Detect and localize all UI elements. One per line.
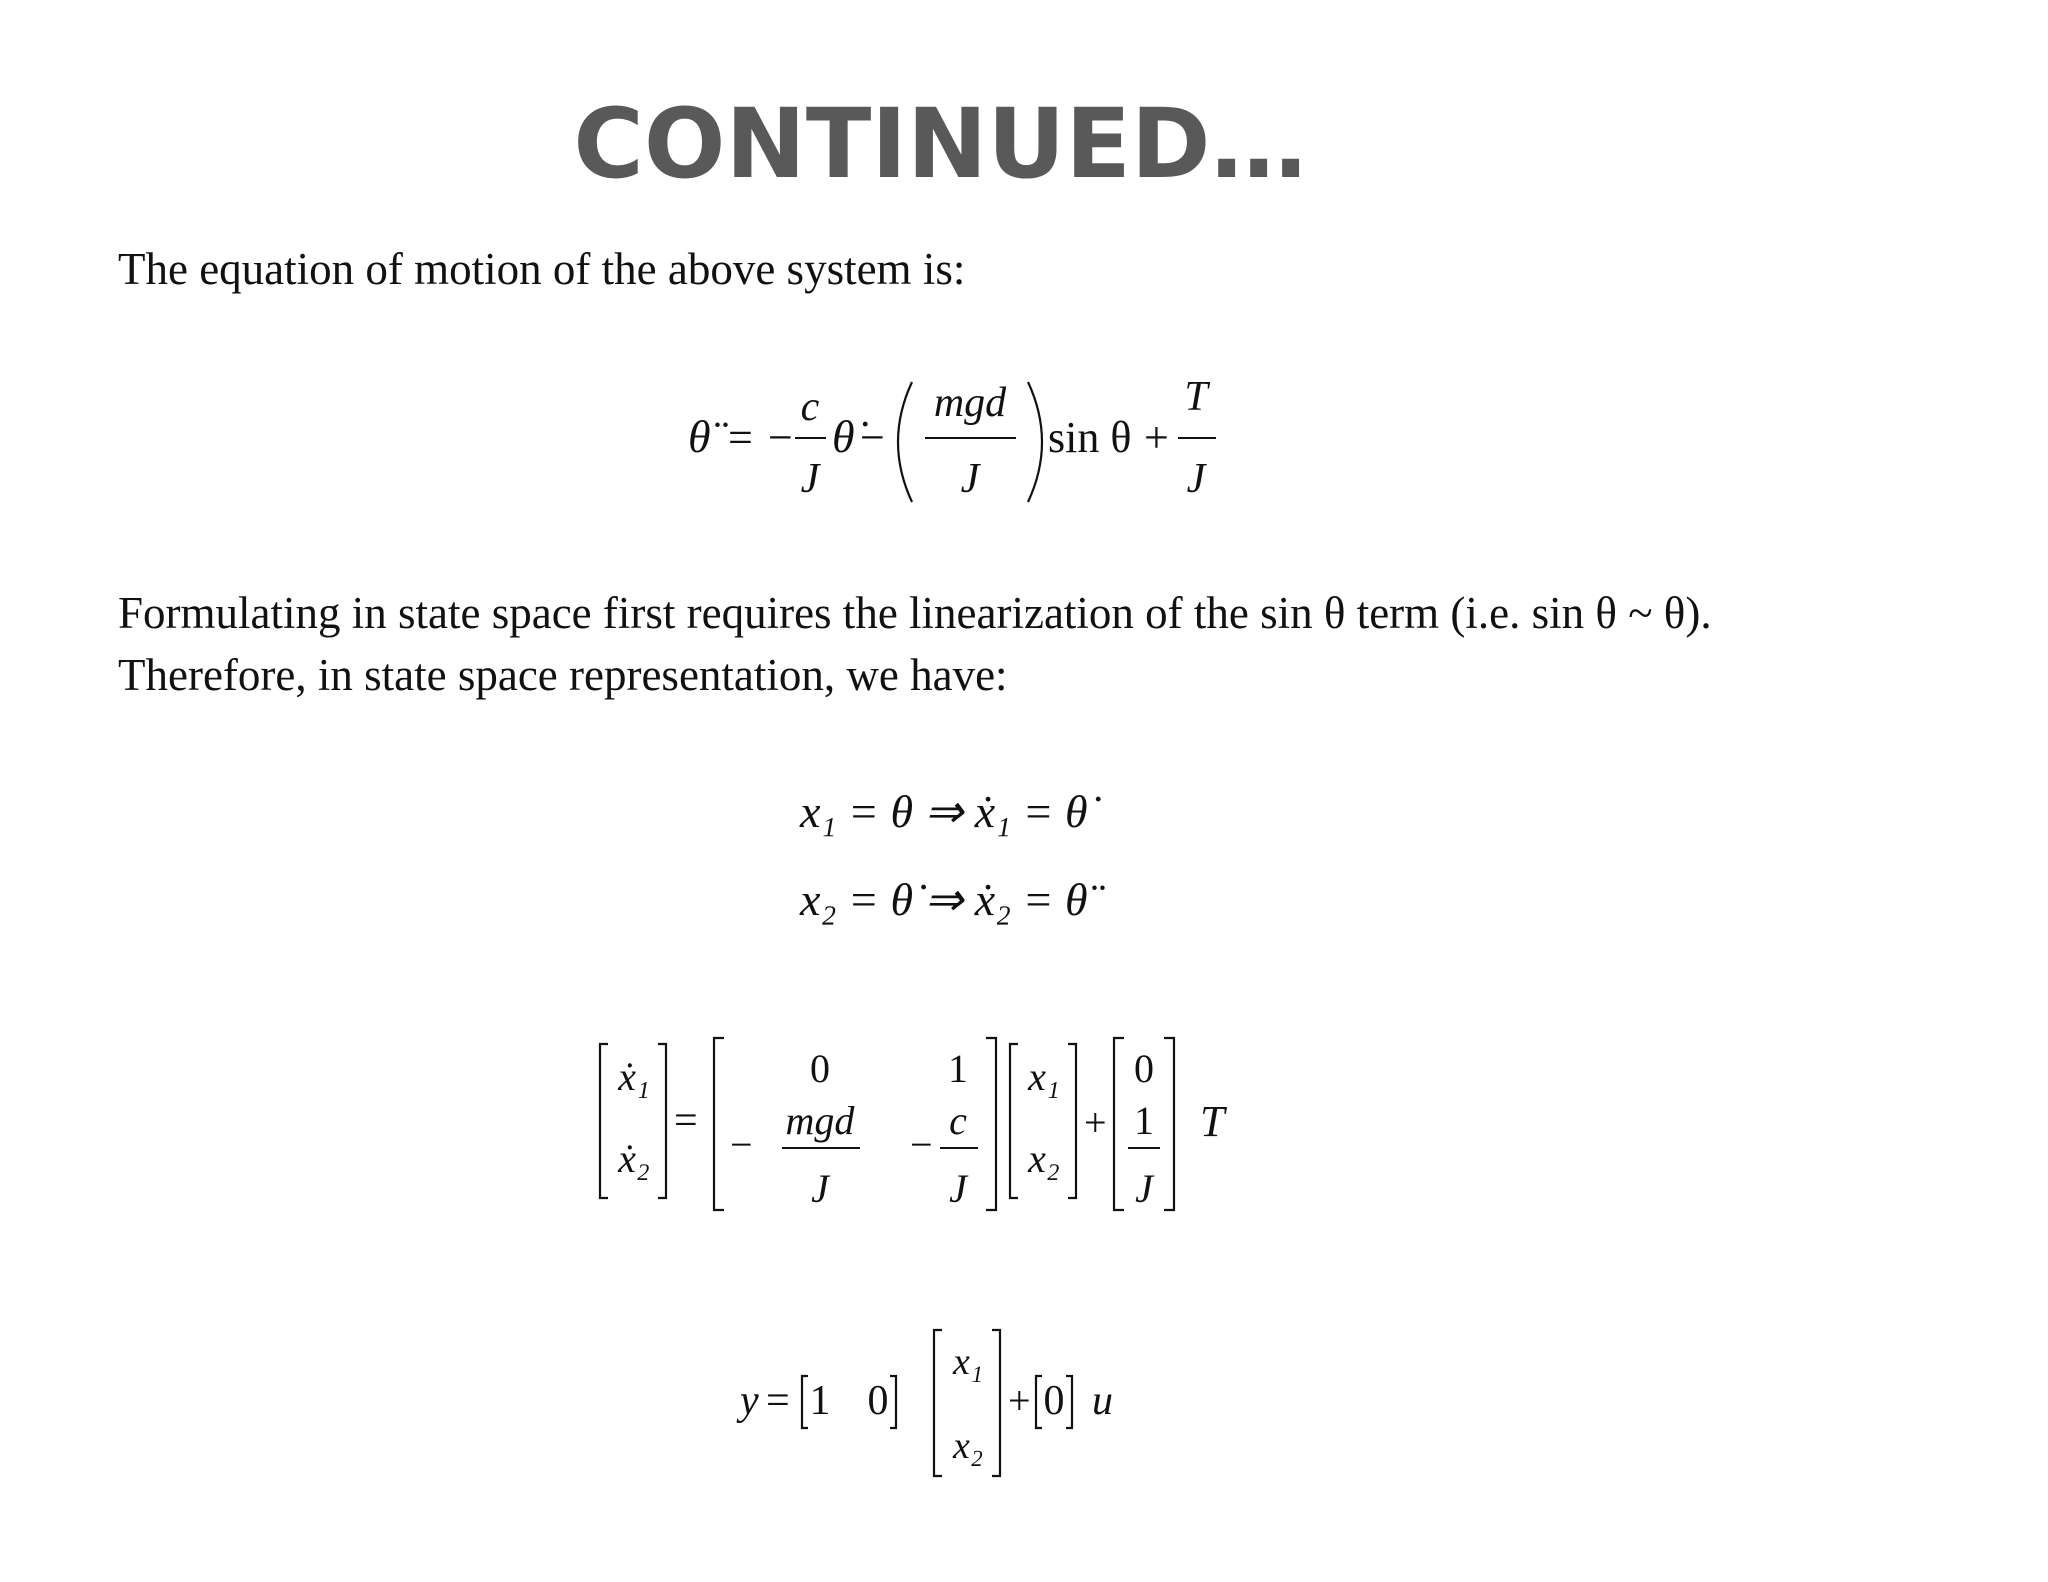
b2-numerator: 1 (1134, 1098, 1154, 1143)
frac1-denominator: J (800, 456, 820, 502)
plus-sign: + (1008, 1378, 1031, 1423)
x1: x₁ (952, 1341, 984, 1383)
output-equation (736, 1320, 1176, 1491)
equation-of-motion-svg (680, 360, 1240, 520)
state-definition-1: x₁ = θ ⇒ ẋ₁ = θ̇ (800, 786, 1088, 837)
c1: 1 (809, 1378, 831, 1424)
equals-sign: = (766, 1378, 790, 1424)
x1: x₁ (1028, 1054, 1060, 1099)
lhs-x2-dot: ẋ₂ (618, 1136, 650, 1181)
input-u: u (1092, 1378, 1113, 1424)
x-right-bracket (1068, 1044, 1076, 1198)
intro-text: The equation of motion of the above system is: (118, 244, 966, 294)
minus-sign: − (768, 413, 793, 462)
c-left-bracket (802, 1376, 808, 1428)
a12: 1 (948, 1046, 968, 1091)
minus-sign-2: − (860, 413, 885, 462)
plus-sign: + (1144, 413, 1169, 462)
a22-minus: − (910, 1122, 933, 1167)
a11: 0 (810, 1046, 830, 1091)
slide-title: CONTINUED… (573, 88, 1307, 200)
a21-denominator: J (811, 1166, 829, 1211)
frac2-denominator: J (960, 456, 980, 502)
a21-minus: − (730, 1122, 753, 1167)
a21-numerator: mgd (785, 1098, 855, 1143)
state-definitions (800, 768, 1088, 944)
c2: 0 (867, 1378, 889, 1424)
a-right-bracket (986, 1038, 996, 1210)
sin-theta: sin θ (1048, 413, 1132, 462)
lhs-left-bracket (600, 1044, 608, 1198)
state-space-svg (594, 1030, 1314, 1220)
lhs-right-bracket (658, 1044, 666, 1198)
plus-sign: + (1084, 1100, 1107, 1145)
input-T: T (1200, 1097, 1225, 1146)
state-space-equation (594, 1030, 1314, 1231)
output-y: y (740, 1378, 759, 1424)
x-left-bracket (1010, 1044, 1018, 1198)
frac2-numerator: mgd (933, 380, 1007, 426)
a22-denominator: J (949, 1166, 967, 1211)
x-right-bracket (992, 1330, 1000, 1476)
therefore-text: Therefore, in state space representation, we have: (118, 650, 1008, 700)
a-left-bracket (714, 1038, 724, 1210)
d: 0 (1043, 1378, 1065, 1424)
frac3-denominator: J (1186, 456, 1206, 502)
b-right-bracket (1164, 1038, 1174, 1210)
d-left-bracket (1036, 1376, 1042, 1428)
c-right-bracket (890, 1376, 896, 1428)
b-left-bracket (1114, 1038, 1124, 1210)
linearization-text: Formulating in state space first requires the linearization of the sin θ term (i.e. sin θ ~ θ). (118, 588, 1712, 638)
left-paren (898, 382, 912, 502)
equals-sign: = (728, 413, 753, 462)
state-definition-2: x₂ = θ̇ ⇒ ẋ₂ = θ̈ (800, 874, 1088, 925)
right-paren (1028, 382, 1042, 502)
output-equation-svg (736, 1320, 1176, 1480)
b1: 0 (1134, 1046, 1154, 1091)
frac1-numerator: c (800, 384, 820, 430)
a22-numerator: c (949, 1098, 967, 1143)
x-left-bracket (934, 1330, 942, 1476)
d-right-bracket (1066, 1376, 1072, 1428)
lhs-x1-dot: ẋ₁ (618, 1054, 650, 1099)
x2: x₂ (952, 1425, 984, 1467)
x2: x₂ (1028, 1136, 1060, 1181)
equals-sign: = (674, 1098, 698, 1144)
b2-denominator: J (1135, 1166, 1153, 1211)
equation-of-motion (680, 360, 1240, 531)
theta-dot: θ̇ (832, 411, 855, 462)
theta-ddot: θ̈ (688, 411, 711, 462)
frac3-numerator: T (1184, 374, 1208, 420)
